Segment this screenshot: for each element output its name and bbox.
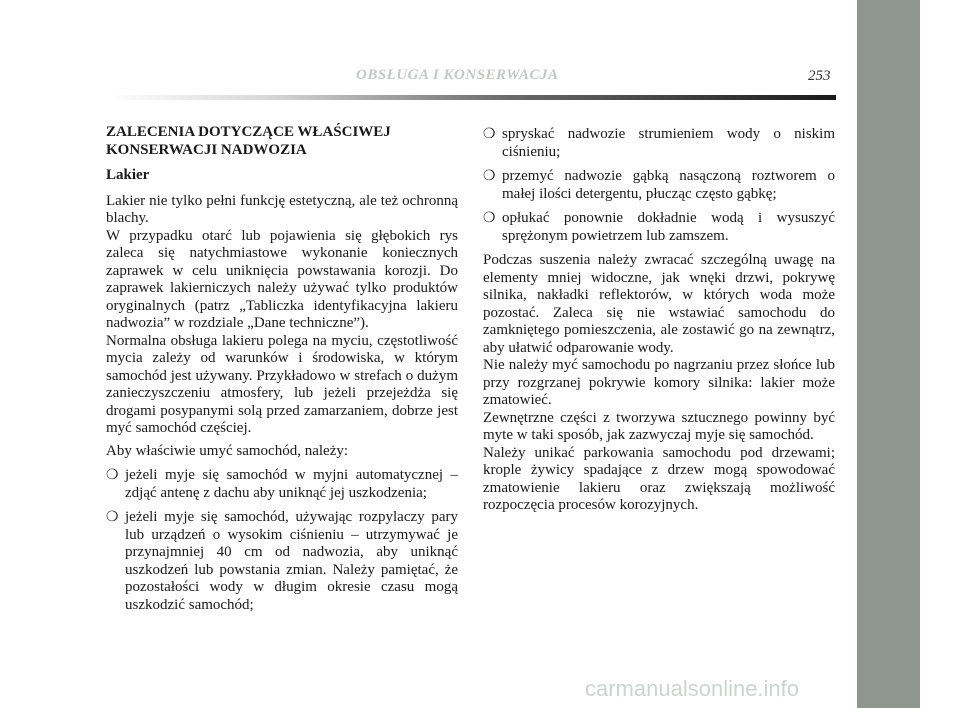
paragraph: Należy unikać parkowania samochodu pod drzewami; krople żywicy spadające z drzew mogą spowodować zmatowienie lakieru oraz zwiększają możliwość rozpoczęcia procesów korozyjnych. xyxy=(483,444,835,513)
main-heading: ZALECENIA DOTYCZĄCE WŁAŚCIWEJ KONSERWACJI NADWOZIA xyxy=(106,124,391,158)
watermark: carmanualsonline.info xyxy=(585,676,800,701)
paragraph: Podczas suszenia należy zwracać szczególną uwagę na elementy mniej widoczne, jak wnęki drzwi, pokrywę silnika, nakładki reflektorów, w których woda może pozostać. Zaleca się nie wstawiać samochodu do zamkniętego pomieszczenia, ale zostawić go na zewnątrz, aby ułatwić odparowanie wody. xyxy=(483,252,835,356)
circle-bullet-icon: ❍ xyxy=(483,168,496,184)
circle-bullet-icon: ❍ xyxy=(483,210,496,226)
right-column xyxy=(483,126,835,520)
list-item-text: jeżeli myje się samochód w myjni automatycznej – zdjąć antenę z dachu aby uniknąć jej uszkodzenia; xyxy=(125,467,458,501)
page-number: 253 xyxy=(808,68,831,84)
list-item xyxy=(483,210,835,245)
circle-bullet-icon: ❍ xyxy=(106,509,119,525)
circle-bullet-icon: ❍ xyxy=(483,126,496,142)
paragraph: Nie należy myć samochodu po nagrzaniu przez słońce lub przy rozgrzanej pokrywie komory silnika: lakier może zmatowieć. xyxy=(483,357,835,408)
list-item-text: spryskać nadwozie strumieniem wody o niskim ciśnieniu; xyxy=(502,126,835,160)
section-title: OBSŁUGA I KONSERWACJA xyxy=(356,67,559,83)
list-item xyxy=(106,467,458,502)
circle-bullet-icon: ❍ xyxy=(106,467,119,483)
list-item xyxy=(483,126,835,161)
paragraph: Normalna obsługa lakieru polega na myciu, częstotliwość mycia zależy od warunków i środowiska, w którym samochód jest używany. Przykładowo w strefach o dużym zanieczyszczeniu atmosfery, lub jeżeli przejeżdża się drogami posypanymi solą przed zamarzaniem, dobrze jest myć samochód częściej. xyxy=(106,332,458,436)
paragraph: W przypadku otarć lub pojawienia się głębokich rys zaleca się natychmiastowe wykonanie koniecznych zaprawek w celu uniknięcia powstawania korozji. Do zaprawek lakierniczych należy używać tylko produktów oryginalnych (patrz „Tabliczka identyfikacyjna lakieru nadwozia” w rozdziale „Dane techniczne”). xyxy=(106,227,458,331)
header-divider xyxy=(106,95,836,100)
paragraph: Lakier nie tylko pełni funkcję estetyczną, ale też ochronną blachy. xyxy=(106,192,458,226)
list-item xyxy=(483,168,835,203)
subheading-lakier: Lakier xyxy=(106,167,150,183)
paragraph: Zewnętrzne części z tworzywa sztucznego powinny być myte w taki sposób, jak zazwyczaj myje się samochód. xyxy=(483,409,835,443)
paragraph: Aby właściwie umyć samochód, należy: xyxy=(106,442,349,459)
list-item-text: jeżeli myje się samochód, używając rozpylaczy pary lub urządzeń o wysokim ciśnieniu – utrzymywać je przynajmniej 40 cm od nadwozia, aby uniknąć uszkodzeń lub powstania zmian. Należy pamiętać, że pozostałości wody w długim okresie czasu mogą uszkodzić samochód; xyxy=(125,509,458,613)
left-column xyxy=(106,124,458,621)
list-item-text: opłukać ponownie dokładnie wodą i wysuszyć sprężonym powietrzem lub zamszem. xyxy=(502,210,835,244)
list-item-text: przemyć nadwozie gąbką nasączoną roztworem o małej ilości detergentu, płucząc często gąbkę; xyxy=(502,168,835,202)
list-item xyxy=(106,509,458,614)
side-tab-bar xyxy=(857,0,920,708)
